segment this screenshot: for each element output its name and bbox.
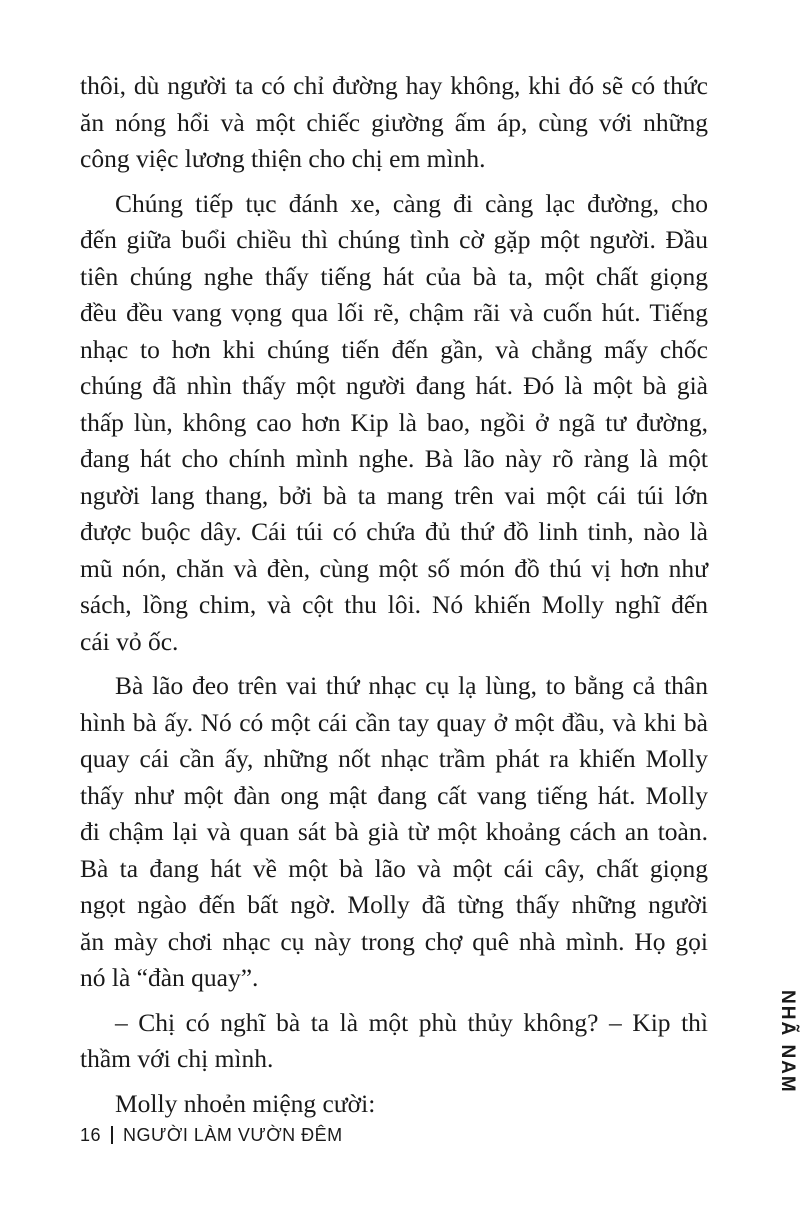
text-line: đều đều vang vọng qua lối rẽ, chậm rãi và cuốn hút. Tiếng — [80, 298, 708, 327]
text-line: được buộc dây. Cái túi có chứa đủ thứ đồ linh tinh, nào là — [80, 517, 708, 546]
text-line: nó là “đàn quay”. — [80, 963, 259, 992]
paragraph — [80, 68, 708, 178]
text-line: Bà ta đang hát về một bà lão và một cái cây, chất giọng — [80, 853, 708, 883]
text-line: quay cái cần ấy, những nốt nhạc trầm phát ra khiến Molly — [80, 744, 708, 773]
text-line: thầm với chị mình. — [80, 1044, 274, 1073]
text-line: ngọt ngào đến bất ngờ. Molly đã từng thấy những người — [80, 890, 708, 919]
text-line: đến giữa buổi chiều thì chúng tình cờ gặp một người. Đầu — [80, 225, 708, 254]
text-line: Chúng tiếp tục đánh xe, càng đi càng lạc đường, cho — [115, 188, 708, 218]
text-line: ăn nóng hổi và một chiếc giường ấm áp, cùng với những — [80, 107, 708, 137]
text-line: đang hát cho chính mình nghe. Bà lão này rõ ràng là một — [80, 444, 708, 473]
page-footer — [80, 1125, 343, 1146]
running-title: NGƯỜI LÀM VƯỜN ĐÊM — [123, 1125, 343, 1145]
text-line: ăn mày chơi nhạc cụ này trong chợ quê nhà mình. Họ gọi — [80, 926, 708, 956]
paragraph — [80, 186, 708, 661]
text-line: Bà lão đeo trên vai thứ nhạc cụ lạ lùng, to bằng cả thân — [115, 671, 708, 700]
page-number: 16 — [80, 1125, 102, 1145]
body-text — [80, 68, 708, 1122]
paragraph — [80, 1086, 708, 1123]
text-line: – Chị có nghĩ bà ta là một phù thủy không? – Kip thì — [115, 1007, 708, 1037]
text-line: đi chậm lại và quan sát bà già từ một khoảng cách an toàn. — [80, 817, 708, 846]
text-line: người lang thang, bởi bà ta mang trên vai một cái túi lớn — [80, 480, 708, 510]
text-line: nhạc to hơn khi chúng tiến đến gần, và chẳng mấy chốc — [80, 334, 708, 364]
publisher-logo-text: NHÃ NAM — [777, 990, 798, 1094]
text-line: thôi, dù người ta có chỉ đường hay không, khi đó sẽ có thức — [80, 71, 708, 100]
footer-divider — [111, 1126, 113, 1144]
paragraph — [80, 668, 708, 997]
text-line: thấy như một đàn ong mật đang cất vang tiếng hát. Molly — [80, 780, 708, 810]
text-line: chúng đã nhìn thấy một người đang hát. Đó là một bà già — [80, 371, 708, 400]
text-line: sách, lồng chim, và cột thu lôi. Nó khiến Molly nghĩ đến — [80, 590, 708, 619]
text-line: thấp lùn, không cao hơn Kip là bao, ngồi ở ngã tư đường, — [80, 407, 708, 437]
text-line: tiên chúng nghe thấy tiếng hát của bà ta, một chất giọng — [80, 261, 708, 291]
publisher-logo — [776, 990, 798, 1094]
text-line: mũ nón, chăn và đèn, cùng một số món đồ thú vị hơn như — [80, 553, 708, 583]
text-line: Molly nhoẻn miệng cười: — [115, 1088, 376, 1118]
text-line: công việc lương thiện cho chị em mình. — [80, 144, 486, 173]
text-line: cái vỏ ốc. — [80, 626, 179, 656]
dialogue-paragraph — [80, 1005, 708, 1078]
text-line: hình bà ấy. Nó có một cái cần tay quay ở một đầu, và khi bà — [80, 707, 708, 737]
